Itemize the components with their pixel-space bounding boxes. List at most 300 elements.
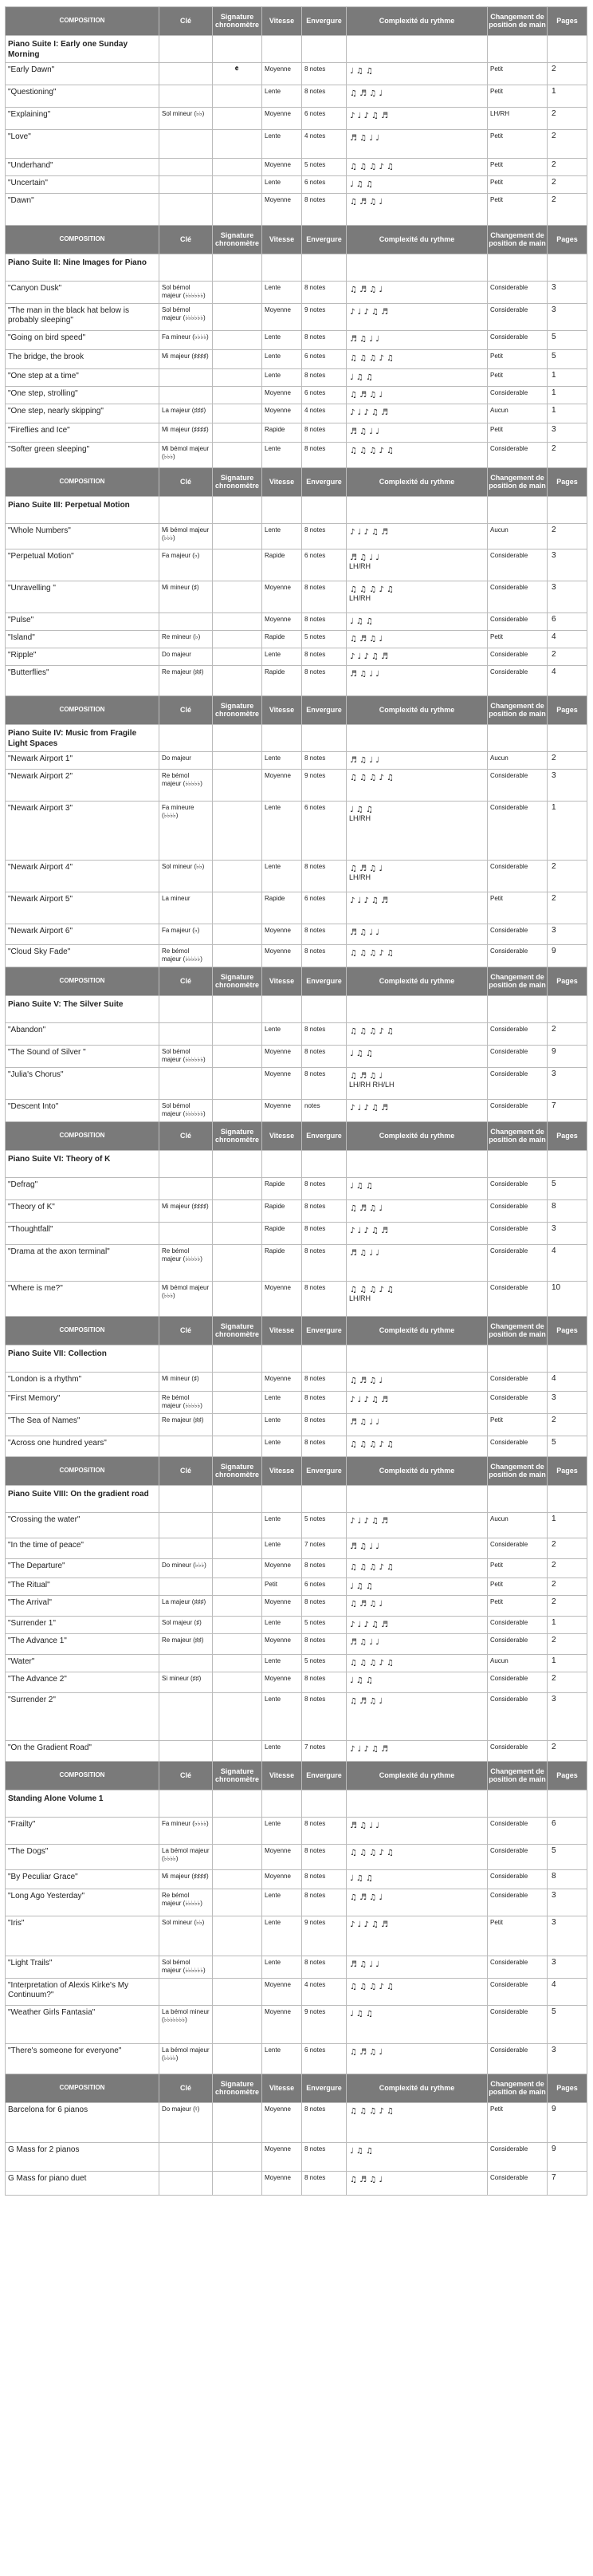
pages-cell: 3 bbox=[548, 1916, 587, 1956]
composition-row bbox=[6, 892, 587, 924]
pages-cell: 3 bbox=[548, 1068, 587, 1100]
pages-cell: 5 bbox=[548, 2006, 587, 2044]
speed-cell: Moyenne bbox=[262, 2006, 302, 2044]
suite-title-blank-cell bbox=[488, 1486, 548, 1513]
composition-name: "Uncertain" bbox=[6, 176, 159, 194]
hand-position-cell: Petit bbox=[488, 1596, 548, 1617]
rhythm-notation-icon bbox=[349, 1375, 485, 1384]
speed-cell: Moyenne bbox=[262, 2103, 302, 2143]
composition-name: "First Memory" bbox=[6, 1392, 159, 1414]
speed-cell: Moyenne bbox=[262, 1046, 302, 1068]
rhythm-notation-icon bbox=[349, 1439, 485, 1448]
composition-row bbox=[6, 1889, 587, 1916]
composition-row bbox=[6, 1979, 587, 2006]
header-signature: Signature chronomètre bbox=[213, 1122, 262, 1151]
key-cell bbox=[159, 1979, 213, 2006]
speed-cell: Moyenne bbox=[262, 1559, 302, 1578]
hand-position-cell: Considerable bbox=[488, 1538, 548, 1559]
speed-cell: Lente bbox=[262, 802, 302, 861]
header-changement: Changement de position de main bbox=[488, 1762, 548, 1790]
hand-position-cell: Considerable bbox=[488, 1672, 548, 1693]
hand-position-cell: Petit bbox=[488, 1414, 548, 1436]
time-signature-cell bbox=[213, 1200, 262, 1223]
suite-title-row bbox=[6, 497, 587, 524]
header-signature: Signature chronomètre bbox=[213, 468, 262, 497]
pages-cell: 3 bbox=[548, 304, 587, 331]
key-cell bbox=[159, 387, 213, 404]
rhythm-notes-icon: ♫ ♬ ♫ ♩ bbox=[350, 1600, 383, 1607]
hand-position-cell: Petit bbox=[488, 63, 548, 85]
suite-title-blank-cell bbox=[548, 725, 587, 752]
composition-row bbox=[6, 1373, 587, 1392]
hand-position-cell: Petit bbox=[488, 1559, 548, 1578]
header-envergure: Envergure bbox=[302, 226, 347, 254]
suite-title-blank-cell bbox=[347, 1790, 488, 1818]
rhythm-notes-icon: ♩ ♫ ♫ bbox=[350, 1874, 374, 1881]
rhythm-notation-icon bbox=[349, 1225, 485, 1234]
time-signature-cell bbox=[213, 1845, 262, 1870]
time-signature-cell bbox=[213, 1672, 262, 1693]
composition-row bbox=[6, 1655, 587, 1672]
speed-cell: Rapide bbox=[262, 1200, 302, 1223]
rhythm-notation-icon bbox=[349, 1637, 485, 1645]
suite-title-blank-cell bbox=[347, 996, 488, 1023]
composition-row bbox=[6, 924, 587, 945]
suite-title-row bbox=[6, 1345, 587, 1373]
hand-position-cell: Considerable bbox=[488, 2172, 548, 2196]
key-cell: Sol bémol majeur (♭♭♭♭♭♭) bbox=[159, 1100, 213, 1122]
suite-title-blank-cell bbox=[548, 497, 587, 524]
header-changement: Changement de position de main bbox=[488, 226, 548, 254]
rhythm-notes-icon: ♪ ♩ ♪ ♫ ♬ bbox=[350, 1396, 389, 1403]
hand-position-cell: Considerable bbox=[488, 1979, 548, 2006]
composition-row bbox=[6, 802, 587, 861]
rhythm-notation-icon bbox=[349, 1847, 485, 1856]
rhythm-notes-icon: ♫ ♫ ♫ ♪ ♫ bbox=[350, 1659, 394, 1666]
span-cell: 8 notes bbox=[302, 648, 347, 666]
composition-row bbox=[6, 2006, 587, 2044]
speed-cell: Moyenne bbox=[262, 2143, 302, 2172]
time-signature-cell bbox=[213, 1513, 262, 1538]
rhythm-notes-icon: ♬ ♫ ♩ ♩ bbox=[350, 1638, 379, 1645]
time-signature-cell bbox=[213, 350, 262, 369]
span-cell: 6 notes bbox=[302, 2044, 347, 2074]
header-composition: COMPOSITION bbox=[6, 1762, 159, 1790]
composition-row bbox=[6, 648, 587, 666]
span-cell: 8 notes bbox=[302, 1282, 347, 1317]
suite-title-blank-cell bbox=[262, 254, 302, 282]
pages-cell: 5 bbox=[548, 331, 587, 350]
speed-cell: Moyenne bbox=[262, 1845, 302, 1870]
pages-cell: 1 bbox=[548, 1655, 587, 1672]
rhythm-notes-icon: ♩ ♫ ♫ bbox=[350, 1182, 374, 1189]
composition-row bbox=[6, 282, 587, 304]
time-signature-cell bbox=[213, 631, 262, 648]
pages-cell: 2 bbox=[548, 861, 587, 892]
composition-row bbox=[6, 861, 587, 892]
rhythm-cell bbox=[347, 1617, 488, 1634]
composition-row bbox=[6, 631, 587, 648]
speed-cell: Rapide bbox=[262, 666, 302, 696]
rhythm-notation-icon bbox=[349, 1959, 485, 1967]
rhythm-notes-icon: ♬ ♫ ♩ ♩ bbox=[350, 427, 379, 435]
pages-cell: 1 bbox=[548, 85, 587, 108]
rhythm-cell bbox=[347, 2006, 488, 2044]
span-cell: 8 notes bbox=[302, 1023, 347, 1046]
hand-position-cell: Considerable bbox=[488, 1282, 548, 1317]
rhythm-cell bbox=[347, 1100, 488, 1122]
span-cell: 4 notes bbox=[302, 1979, 347, 2006]
composition-name: "By Peculiar Grace" bbox=[6, 1870, 159, 1889]
key-cell: Re bémol majeur (♭♭♭♭♭) bbox=[159, 770, 213, 802]
rhythm-cell bbox=[347, 1845, 488, 1870]
rhythm-notation-icon bbox=[349, 1873, 485, 1881]
time-signature-cell bbox=[213, 1068, 262, 1100]
time-signature-cell bbox=[213, 802, 262, 861]
key-cell: Sol mineur (♭♭) bbox=[159, 861, 213, 892]
composition-name: "Surrender 1" bbox=[6, 1617, 159, 1634]
key-cell bbox=[159, 1741, 213, 1762]
rhythm-notes-icon: ♪ ♩ ♪ ♫ ♬ bbox=[350, 112, 389, 119]
rhythm-cell bbox=[347, 1578, 488, 1596]
rhythm-notes-icon: ♫ ♬ ♫ ♩ bbox=[350, 89, 383, 97]
header-composition: COMPOSITION bbox=[6, 468, 159, 497]
composition-table-document bbox=[5, 6, 587, 2196]
span-cell: 8 notes bbox=[302, 443, 347, 468]
time-signature-cell bbox=[213, 1596, 262, 1617]
rhythm-cell bbox=[347, 85, 488, 108]
hand-position-cell: Considerable bbox=[488, 1373, 548, 1392]
suite-title-row bbox=[6, 725, 587, 752]
rhythm-cell bbox=[347, 1200, 488, 1223]
rhythm-hand-note: LH/RH bbox=[349, 814, 371, 822]
span-cell: 8 notes bbox=[302, 194, 347, 226]
time-signature-cell bbox=[213, 1889, 262, 1916]
suite-title-blank-cell bbox=[302, 1486, 347, 1513]
key-cell bbox=[159, 63, 213, 85]
rhythm-cell bbox=[347, 1414, 488, 1436]
time-signature-cell bbox=[213, 752, 262, 770]
speed-cell: Rapide bbox=[262, 1223, 302, 1245]
suite-title-blank-cell bbox=[302, 1345, 347, 1373]
suite-title-blank-cell bbox=[159, 1151, 213, 1178]
rhythm-cell bbox=[347, 581, 488, 613]
time-signature-cell bbox=[213, 613, 262, 631]
key-cell: Mi majeur (♯♯♯♯) bbox=[159, 350, 213, 369]
header-cle: Clé bbox=[159, 2074, 213, 2103]
composition-name: "On the Gradient Road" bbox=[6, 1741, 159, 1762]
composition-row bbox=[6, 1845, 587, 1870]
rhythm-cell bbox=[347, 1693, 488, 1741]
rhythm-notation-icon bbox=[349, 110, 485, 119]
header-cle: Clé bbox=[159, 468, 213, 497]
span-cell: 8 notes bbox=[302, 85, 347, 108]
span-cell: 8 notes bbox=[302, 1845, 347, 1870]
speed-cell: Moyenne bbox=[262, 63, 302, 85]
composition-row bbox=[6, 304, 587, 331]
rhythm-notation-icon bbox=[349, 389, 485, 398]
span-cell: 6 notes bbox=[302, 108, 347, 130]
span-cell: 6 notes bbox=[302, 176, 347, 194]
composition-row bbox=[6, 1956, 587, 1979]
header-row bbox=[6, 1122, 587, 1151]
suite-title-blank-cell bbox=[262, 36, 302, 63]
composition-name: Barcelona for 6 pianos bbox=[6, 2103, 159, 2143]
key-cell: La majeur (♯♯♯) bbox=[159, 1596, 213, 1617]
key-cell: Sol mineur (♭♭) bbox=[159, 1916, 213, 1956]
rhythm-notes-icon: ♩ ♫ ♫ bbox=[350, 805, 374, 813]
composition-row bbox=[6, 194, 587, 226]
suite-title-blank-cell bbox=[548, 1486, 587, 1513]
hand-position-cell: Aucun bbox=[488, 1513, 548, 1538]
header-row bbox=[6, 1317, 587, 1345]
rhythm-cell bbox=[347, 861, 488, 892]
composition-name: "Cloud Sky Fade" bbox=[6, 945, 159, 967]
header-signature: Signature chronomètre bbox=[213, 696, 262, 725]
rhythm-notes-icon: ♩ ♫ ♫ bbox=[350, 180, 374, 187]
header-complexite: Complexité du rythme bbox=[347, 967, 488, 996]
key-cell: Do majeur (♮) bbox=[159, 2103, 213, 2143]
speed-cell: Moyenne bbox=[262, 924, 302, 945]
time-signature-cell bbox=[213, 1617, 262, 1634]
rhythm-notes-icon: ♫ ♫ ♫ ♪ ♫ bbox=[350, 163, 394, 170]
time-signature-cell bbox=[213, 1392, 262, 1414]
time-signature-cell bbox=[213, 1818, 262, 1845]
hand-position-cell: LH/RH bbox=[488, 108, 548, 130]
rhythm-cell bbox=[347, 1889, 488, 1916]
rhythm-hand-note: LH/RH bbox=[349, 562, 371, 570]
header-cle: Clé bbox=[159, 1122, 213, 1151]
span-cell: 6 notes bbox=[302, 802, 347, 861]
speed-cell: Rapide bbox=[262, 1178, 302, 1200]
speed-cell: Moyenne bbox=[262, 108, 302, 130]
pages-cell: 3 bbox=[548, 1693, 587, 1741]
composition-name: "The Dogs" bbox=[6, 1845, 159, 1870]
suite-title-row bbox=[6, 1790, 587, 1818]
suite-title-blank-cell bbox=[488, 1790, 548, 1818]
span-cell: 8 notes bbox=[302, 861, 347, 892]
header-changement: Changement de position de main bbox=[488, 967, 548, 996]
speed-cell: Rapide bbox=[262, 549, 302, 581]
pages-cell: 2 bbox=[548, 1559, 587, 1578]
composition-row bbox=[6, 1818, 587, 1845]
composition-name: "Theory of K" bbox=[6, 1200, 159, 1223]
rhythm-notation-icon bbox=[349, 1919, 485, 1928]
suite-title-blank-cell bbox=[159, 1790, 213, 1818]
rhythm-cell bbox=[347, 1373, 488, 1392]
rhythm-cell bbox=[347, 802, 488, 861]
key-cell bbox=[159, 1693, 213, 1741]
hand-position-cell: Petit bbox=[488, 892, 548, 924]
pages-cell: 2 bbox=[548, 892, 587, 924]
pages-cell: 1 bbox=[548, 404, 587, 423]
composition-name: "Thoughtfall" bbox=[6, 1223, 159, 1245]
time-signature-cell bbox=[213, 194, 262, 226]
rhythm-notes-icon: ♪ ♩ ♪ ♫ ♬ bbox=[350, 1621, 389, 1628]
suite-title: Standing Alone Volume 1 bbox=[6, 1790, 159, 1818]
rhythm-notation-icon bbox=[349, 2105, 485, 2114]
key-cell: Re mineur (♭) bbox=[159, 631, 213, 648]
composition-name: "Frailty" bbox=[6, 1818, 159, 1845]
rhythm-cell bbox=[347, 752, 488, 770]
rhythm-notes-icon: ♫ ♬ ♫ ♩ bbox=[350, 1377, 383, 1384]
pages-cell: 5 bbox=[548, 1845, 587, 1870]
speed-cell: Moyenne bbox=[262, 945, 302, 967]
speed-cell: Lente bbox=[262, 1655, 302, 1672]
composition-name: "The Departure" bbox=[6, 1559, 159, 1578]
hand-position-cell: Considerable bbox=[488, 1741, 548, 1762]
header-signature: Signature chronomètre bbox=[213, 2074, 262, 2103]
rhythm-notation-icon bbox=[349, 1981, 485, 1990]
speed-cell: Rapide bbox=[262, 1245, 302, 1282]
rhythm-notes-icon: ♫ ♫ ♫ ♪ ♫ bbox=[350, 585, 394, 593]
header-signature: Signature chronomètre bbox=[213, 1317, 262, 1345]
rhythm-cell bbox=[347, 176, 488, 194]
rhythm-cell bbox=[347, 1046, 488, 1068]
hand-position-cell: Considerable bbox=[488, 613, 548, 631]
rhythm-notes-icon: ♫ ♫ ♫ ♪ ♫ bbox=[350, 1440, 394, 1448]
span-cell: 8 notes bbox=[302, 1414, 347, 1436]
hand-position-cell: Considerable bbox=[488, 1617, 548, 1634]
rhythm-notes-icon: ♪ ♩ ♪ ♫ ♬ bbox=[350, 896, 389, 904]
header-signature: Signature chronomètre bbox=[213, 1457, 262, 1486]
span-cell: 8 notes bbox=[302, 752, 347, 770]
speed-cell: Moyenne bbox=[262, 770, 302, 802]
rhythm-notation-icon bbox=[349, 445, 485, 454]
key-cell bbox=[159, 1538, 213, 1559]
key-cell: Fa majeur (♭) bbox=[159, 549, 213, 581]
header-composition: COMPOSITION bbox=[6, 696, 159, 725]
rhythm-notation-icon bbox=[349, 1284, 485, 1293]
span-cell: 5 notes bbox=[302, 159, 347, 176]
composition-row bbox=[6, 1870, 587, 1889]
composition-row bbox=[6, 1414, 587, 1436]
span-cell: 6 notes bbox=[302, 892, 347, 924]
pages-cell: 2 bbox=[548, 752, 587, 770]
rhythm-cell bbox=[347, 1870, 488, 1889]
suite-title-blank-cell bbox=[347, 1345, 488, 1373]
rhythm-notation-icon bbox=[349, 1180, 485, 1189]
time-signature-cell bbox=[213, 2006, 262, 2044]
rhythm-notation-icon bbox=[349, 353, 485, 361]
header-cle: Clé bbox=[159, 696, 213, 725]
time-signature-cell: 𝄴 bbox=[213, 63, 262, 85]
span-cell: 8 notes bbox=[302, 1634, 347, 1655]
hand-position-cell: Considerable bbox=[488, 1889, 548, 1916]
speed-cell: Lente bbox=[262, 1513, 302, 1538]
rhythm-notes-icon: ♫ ♬ ♫ ♩ bbox=[350, 198, 383, 205]
composition-name: "Light Trails" bbox=[6, 1956, 159, 1979]
header-changement: Changement de position de main bbox=[488, 2074, 548, 2103]
suite-title-blank-cell bbox=[262, 1345, 302, 1373]
hand-position-cell: Considerable bbox=[488, 2044, 548, 2074]
rhythm-notes-icon: ♬ ♫ ♩ ♩ bbox=[350, 1542, 379, 1550]
composition-row bbox=[6, 945, 587, 967]
span-cell: 8 notes bbox=[302, 282, 347, 304]
speed-cell: Lente bbox=[262, 176, 302, 194]
composition-name: "Ripple" bbox=[6, 648, 159, 666]
suite-title-blank-cell bbox=[488, 36, 548, 63]
pages-cell: 9 bbox=[548, 2103, 587, 2143]
rhythm-notes-icon: ♬ ♫ ♩ ♩ bbox=[350, 1418, 379, 1425]
pages-cell: 1 bbox=[548, 1617, 587, 1634]
time-signature-cell bbox=[213, 1741, 262, 1762]
hand-position-cell: Considerable bbox=[488, 2006, 548, 2044]
rhythm-cell bbox=[347, 945, 488, 967]
suite-title-blank-cell bbox=[488, 1151, 548, 1178]
speed-cell: Moyenne bbox=[262, 159, 302, 176]
hand-position-cell: Considerable bbox=[488, 1046, 548, 1068]
hand-position-cell: Considerable bbox=[488, 1845, 548, 1870]
time-signature-cell bbox=[213, 176, 262, 194]
composition-name: "The man in the black hat below is probably sleeping" bbox=[6, 304, 159, 331]
span-cell: 8 notes bbox=[302, 613, 347, 631]
composition-name: "Surrender 2" bbox=[6, 1693, 159, 1741]
time-signature-cell bbox=[213, 2172, 262, 2196]
header-cle: Clé bbox=[159, 1317, 213, 1345]
hand-position-cell: Considerable bbox=[488, 304, 548, 331]
suite-title-row bbox=[6, 254, 587, 282]
rhythm-notes-icon: ♫ ♬ ♫ ♩ bbox=[350, 2048, 383, 2055]
span-cell: 6 notes bbox=[302, 549, 347, 581]
suite-title-blank-cell bbox=[347, 725, 488, 752]
suite-title-blank-cell bbox=[548, 1151, 587, 1178]
header-envergure: Envergure bbox=[302, 2074, 347, 2103]
composition-name: "Unravelling " bbox=[6, 581, 159, 613]
suite-title-blank-cell bbox=[262, 996, 302, 1023]
span-cell: 6 notes bbox=[302, 1578, 347, 1596]
rhythm-cell bbox=[347, 387, 488, 404]
time-signature-cell bbox=[213, 1282, 262, 1317]
composition-name: "Whole Numbers" bbox=[6, 524, 159, 549]
composition-name: "Drama at the axon terminal" bbox=[6, 1245, 159, 1282]
pages-cell: 9 bbox=[548, 2143, 587, 2172]
composition-name: "Descent Into" bbox=[6, 1100, 159, 1122]
span-cell: 8 notes bbox=[302, 63, 347, 85]
composition-row bbox=[6, 1223, 587, 1245]
key-cell: La bémol mineur (♭♭♭♭♭♭♭) bbox=[159, 2006, 213, 2044]
header-envergure: Envergure bbox=[302, 696, 347, 725]
hand-position-cell: Petit bbox=[488, 423, 548, 443]
speed-cell: Rapide bbox=[262, 423, 302, 443]
rhythm-cell bbox=[347, 1223, 488, 1245]
suite-title-blank-cell bbox=[302, 36, 347, 63]
span-cell: 8 notes bbox=[302, 666, 347, 696]
rhythm-notes-icon: ♫ ♫ ♫ ♪ ♫ bbox=[350, 354, 394, 361]
rhythm-notation-icon bbox=[349, 1394, 485, 1403]
rhythm-notation-icon bbox=[349, 1619, 485, 1628]
composition-name: "Perpetual Motion" bbox=[6, 549, 159, 581]
composition-row bbox=[6, 1436, 587, 1457]
time-signature-cell bbox=[213, 770, 262, 802]
key-cell: Re bémol majeur (♭♭♭♭♭) bbox=[159, 1245, 213, 1282]
hand-position-cell: Considerable bbox=[488, 1100, 548, 1122]
rhythm-cell bbox=[347, 159, 488, 176]
rhythm-notes-icon: ♫ ♬ ♫ ♩ bbox=[350, 635, 383, 642]
header-signature: Signature chronomètre bbox=[213, 7, 262, 36]
rhythm-cell bbox=[347, 304, 488, 331]
composition-name: "Pulse" bbox=[6, 613, 159, 631]
suite-title-blank-cell bbox=[488, 497, 548, 524]
hand-position-cell: Considerable bbox=[488, 666, 548, 696]
rhythm-notation-icon bbox=[349, 947, 485, 956]
composition-name: "The Advance 2" bbox=[6, 1672, 159, 1693]
hand-position-cell: Considerable bbox=[488, 1068, 548, 1100]
hand-position-cell: Aucun bbox=[488, 752, 548, 770]
rhythm-notes-icon: ♪ ♩ ♪ ♫ ♬ bbox=[350, 1745, 389, 1752]
composition-row bbox=[6, 2143, 587, 2172]
speed-cell: Lente bbox=[262, 1436, 302, 1457]
